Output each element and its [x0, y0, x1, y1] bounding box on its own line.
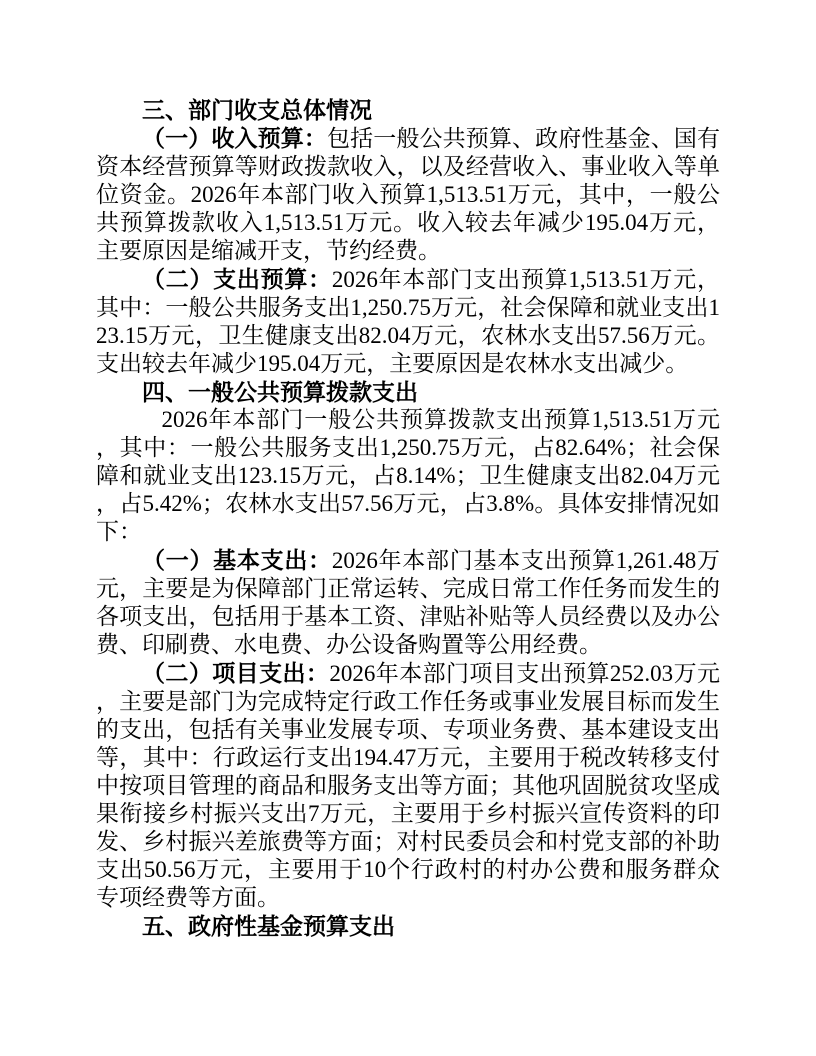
- basic-expense-paragraph: [96, 546, 720, 659]
- expense-budget-lead: （二）支出预算：: [142, 266, 332, 292]
- section-heading-general-public-budget: 四、一般公共预算拨款支出: [142, 379, 418, 405]
- project-expense-paragraph: [96, 659, 720, 912]
- project-expense-lead: （二）项目支出：: [142, 660, 330, 686]
- expense-budget-body: 2026年本部门支出预算1,513.51万元，其中：一般公共服务支出1,250.75万元，社会保障和就业支出123.15万元，卫生健康支出82.04万元，农林水支出57.56万元。支出较去年减少195.04万元，主要原因是农林水支出减少。: [96, 267, 721, 376]
- income-budget-paragraph: [96, 124, 720, 265]
- basic-expense-body: 2026年本部门基本支出预算1,261.48万元，主要是为保障部门正常运转、完成日常工作任务而发生的各项支出，包括用于基本工资、津贴补贴等人员经费以及办公费、印刷费、水电费、办公设备购置等公用经费。: [96, 548, 721, 657]
- project-expense-body: 2026年本部门项目支出预算252.03万元，主要是部门为完成特定行政工作任务或事业发展目标而发生的支出，包括有关事业发展专项、专项业务费、基本建设支出等，其中：行政运行支出194.47万元，主要用于税改转移支付中按项目管理的商品和服务支出等方面；其他巩固脱贫攻坚成果衔接乡村振兴支出7万元，主要用于乡村振兴宣传资料的印发、乡村振兴差旅费等方面；对村民委员会和村党支部的补助支出50.56万元，主要用于10个行政村的村办公费和服务群众专项经费等方面。: [96, 661, 721, 910]
- income-budget-lead: （一）收入预算：: [142, 125, 327, 151]
- general-budget-summary-body: 2026年本部门一般公共预算拨款支出预算1,513.51万元，其中：一般公共服务支出1,250.75万元，占82.64%；社会保障和就业支出123.15万元，占8.14%；卫生健康支出82.04万元，占5.42%；农林水支出57.56万元，占3.8%。具体安排情况如下：: [96, 407, 720, 544]
- document-body: [96, 96, 720, 940]
- basic-expense-lead: （一）基本支出：: [142, 547, 332, 573]
- section-heading-government-fund: 五、政府性基金预算支出: [142, 913, 395, 939]
- expense-budget-paragraph: [96, 265, 720, 378]
- general-budget-summary-paragraph: [96, 406, 720, 546]
- income-budget-body: 包括一般公共预算、政府性基金、国有资本经营预算等财政拨款收入，以及经营收入、事业收入等单位资金。2026年本部门收入预算1,513.51万元，其中，一般公共预算拨款收入1,513.51万元。收入较去年减少195.04万元，主要原因是缩减开支，节约经费。: [96, 126, 720, 263]
- section-heading-overview: 三、部门收支总体情况: [142, 97, 372, 123]
